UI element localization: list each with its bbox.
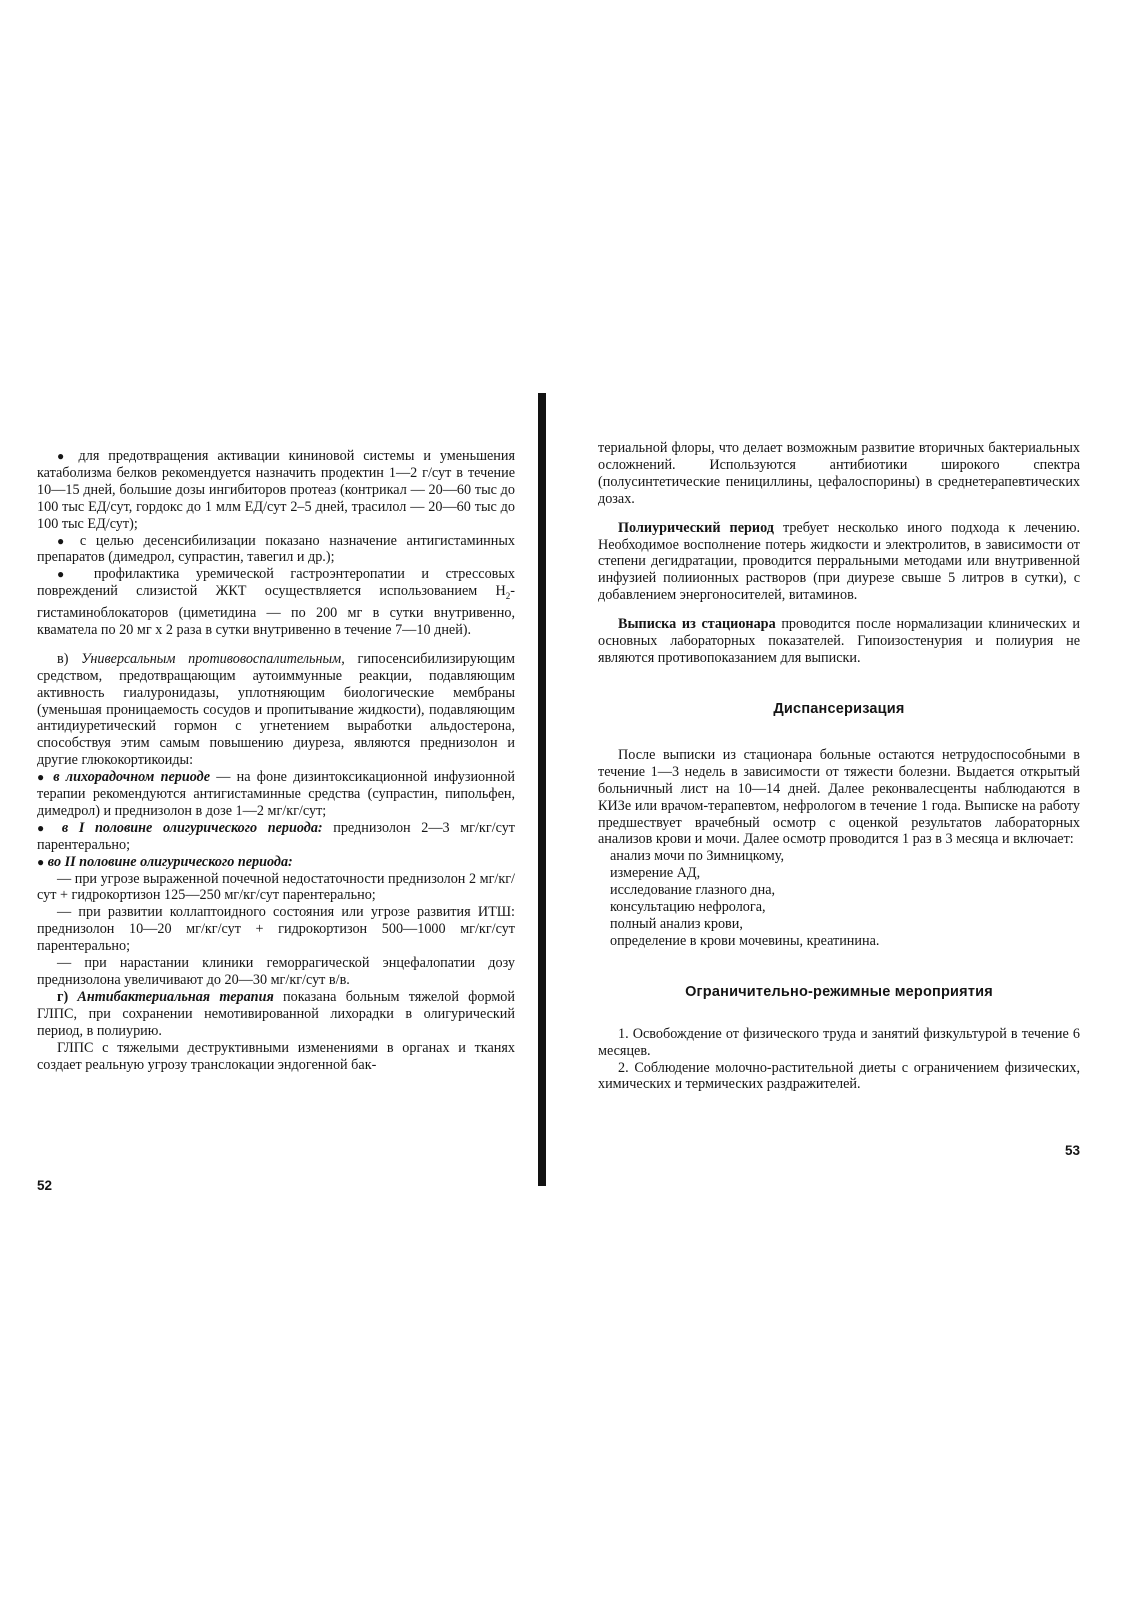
exam-list <box>598 848 1080 949</box>
bullet-icon: ● <box>37 770 47 785</box>
bullet-icon: ● <box>57 533 71 548</box>
book-spine <box>538 393 546 1186</box>
right-page-text <box>598 440 1080 1093</box>
bullet-icon: ● <box>57 567 78 582</box>
bullet-kinin-system: ● для предотвращения активации кининовой системы и уменьшения катаболизма белков рекомендуется назначить продектин 1—2 г/сут в течение 10—15 дней, большие дозы ингибиторов протеаз (контрикал — 20—60 тыс до 100 тыс ЕД/сут, гордокс до 1 млм ЕД/сут 2–5 дней, трасилол — 20—60 тыс до 100 тыс ЕД/сут); <box>37 448 516 532</box>
list-item: полный анализ крови, <box>610 915 743 932</box>
dash-collapse: — при развитии коллаптоидного состояния или угрозе развития ИТШ: преднизолон 10—20 мг/кг/сут + гидрокортизон 500—1000 мг/кг/сут парентерально; <box>37 904 515 955</box>
dash-encephalopathy: — при нарастании клиники геморрагической энцефалопатии дозу преднизолона увеличивают до 20—30 мг/кг/сут в/в. <box>37 955 515 989</box>
bullet-oliguric-second-half: ● во II половине олигурического периода: <box>37 853 293 870</box>
restriction-item: 2. Соблюдение молочно-растительной диеты с ограничением физических, химических и термических раздражителей. <box>598 1059 1080 1093</box>
bullet-icon: ● <box>57 449 70 463</box>
bullet-icon: ● <box>37 820 52 835</box>
bullet-icon: ● <box>37 854 45 869</box>
section-v-paragraph: в) Универсальным противовоспалительным, гипосенсибилизирующим средством, предотвращающим аутоиммунные реакции, подавляющим активность гиалуронидазы, уплотняющим биологические мембраны (уменьшая проницаемость сосудов и пропитывание жидкости), подавляющим антидиуретический гормон с угнетением выработки альдостерона, способствуя этим самым повышению диуреза, являются преднизолон и другие глюкокортикоиды: <box>37 650 515 769</box>
discharge-paragraph: Выписка из стационара проводится после нормализации клинических и основных лабораторных показателей. Гипоизостенурия и полиурия не являются противопоказанием для выписки. <box>598 616 1080 666</box>
dispensary-paragraph: После выписки из стационара больные остаются нетрудоспособными в течение 1—3 недель в зависимости от тяжести болезни. Выдается открытый больничный лист на 10—14 дней. Далее реконвалесценты наблюдаются в КИЗе или врачом-терапевтом, нефрологом в течение 1 года. Выписке на работу предшествует врачебный осмотр с оценкой результатов лабораторных анализов крови и мочи. Далее осмотр проводится 1 раз в 3 месяца и включает: <box>598 746 1080 848</box>
continuation-paragraph: териальной флоры, что делает возможным развитие вторичных бактериальных осложнений. Используются антибиотики широкого спектра (полусинтетические пенициллины, цефалоспорины) в среднетерапевтических дозах. <box>598 440 1080 507</box>
heading-dispensary: Диспансеризация <box>773 700 905 717</box>
bullet-oliguric-first-half: ● в I половине олигурического периода: преднизолон 2—3 мг/кг/сут парентерально; <box>37 819 515 853</box>
dash-renal-failure: — при угрозе выраженной почечной недостаточности преднизолон 2 мг/кг/сут + гидрокортизон 125—250 мг/кг/сут парентерально; <box>37 870 515 904</box>
glps-paragraph: ГЛПС с тяжелыми деструктивными изменениями в органах и тканях создает реальную угрозу транслокации эндогенной бак- <box>37 1039 515 1073</box>
page-number-left: 52 <box>37 1178 53 1193</box>
bullet-fever-period: ● в лихорадочном периоде — на фоне дизинтоксикационной инфузионной терапии рекомендуются антигистаминные средства (супрастин, пипольфен, димедрол) и преднизолон в дозе 1—2 мг/кг/сут; <box>37 769 516 819</box>
page-number-right: 53 <box>1064 1143 1080 1158</box>
left-page-text <box>37 448 515 1073</box>
polyuric-paragraph: Полиурический период требует несколько иного подхода к лечению. Необходимое восполнение потерь жидкости и электролитов, в зависимости от степени дегидратации, проводится перральными методами или внутривенной инфузией полиионных растворов (при диурезе свыше 5 литров в сутки), с добавлением энергоносителей, витаминов. <box>598 519 1080 604</box>
list-item: анализ мочи по Зимницкому, <box>610 848 784 865</box>
list-item: измерение АД, <box>610 865 701 882</box>
list-item: исследование глазного дна, <box>610 882 776 899</box>
list-item: определение в крови мочевины, креатинина. <box>610 932 880 949</box>
list-item: консультацию нефролога, <box>610 899 766 916</box>
restriction-item: 1. Освобождение от физического труда и занятий физкультурой в течение 6 месяцев. <box>598 1025 1080 1059</box>
bullet-gastroenteropathy: ● профилактика уремической гастроэнтеропатии и стрессовых повреждений слизистой ЖКТ осуществляется использованием $Н_2$-гистаминоблокаторов (циметидина — по 200 мг в сутки внутривенно, кваматела по 20 мг х 2 раза в сутки внутривенно в течение 7—10 дней). <box>37 566 516 638</box>
heading-restrictions: Ограничительно-режимные мероприятия <box>685 983 993 1000</box>
bullet-desensitization: ● с целью десенсибилизации показано назначение антигистаминных препаратов (димедрол, супрастин, тавегил и др.); <box>37 532 515 566</box>
section-g-paragraph: г) Антибактериальная терапия показана больным тяжелой формой ГЛПС, при сохранении немотивированной лихорадки в олигурический период, в полиурию. <box>37 988 515 1039</box>
